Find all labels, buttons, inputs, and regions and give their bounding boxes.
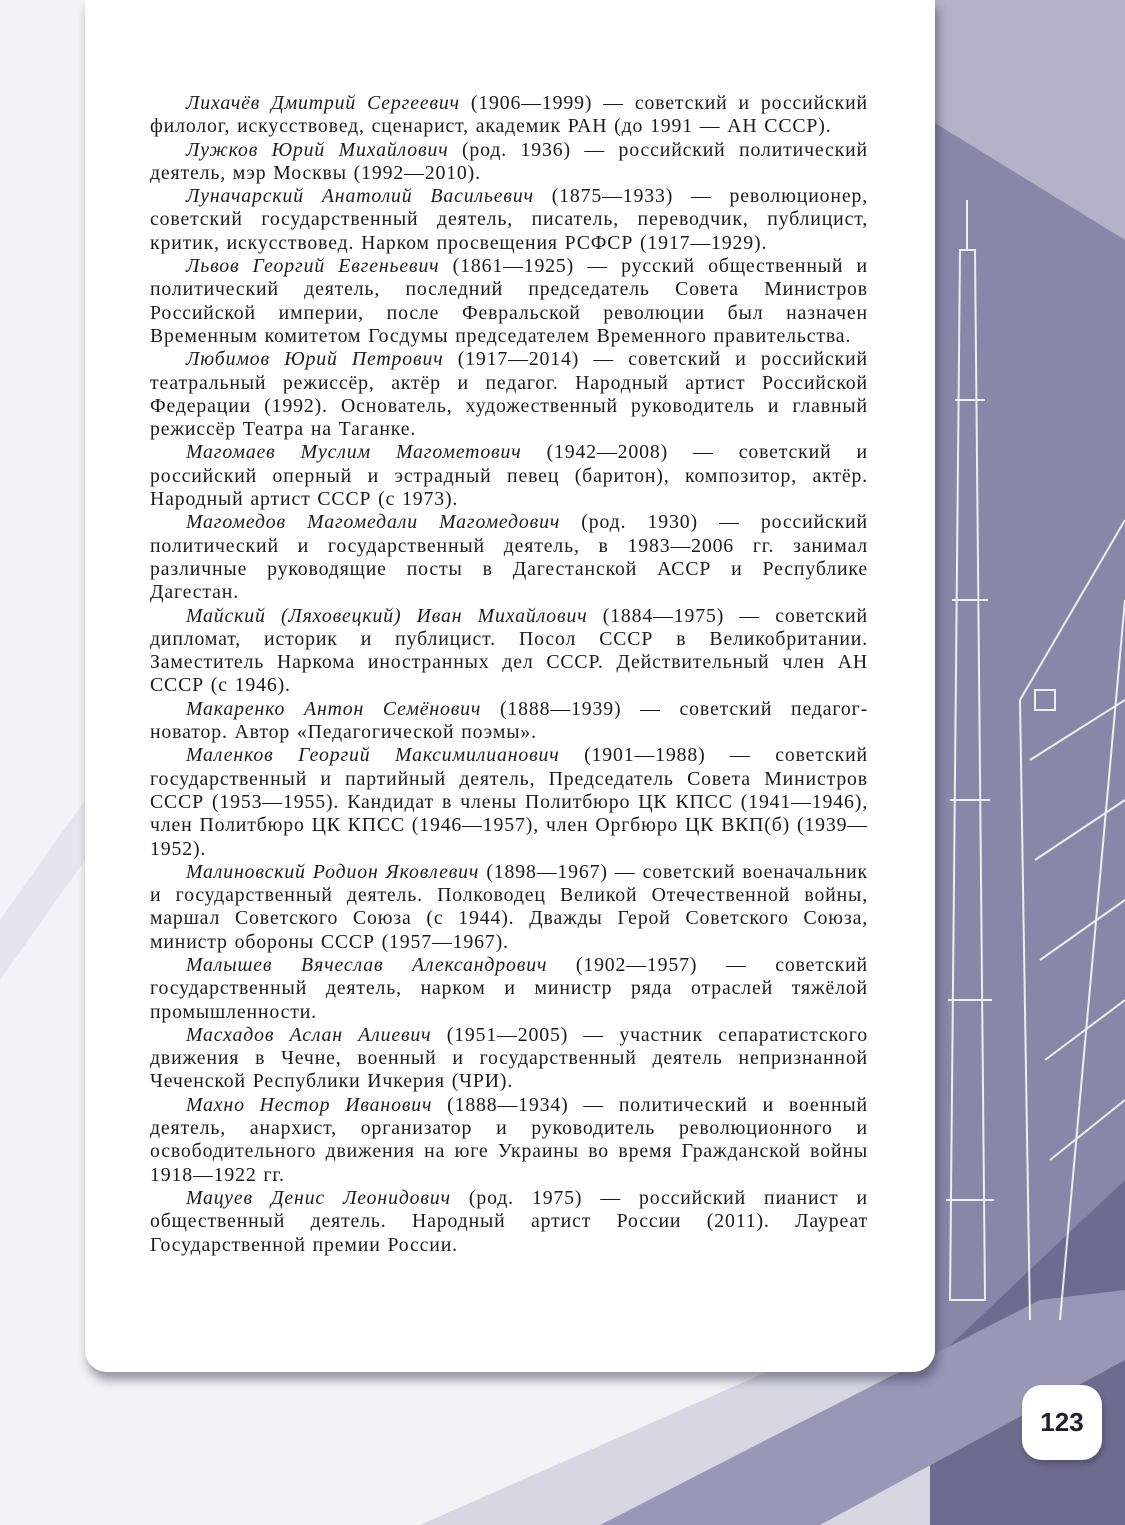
- entry-text: (1898—1967) — советский военачальник и государственный деятель. Полководец Великой Отечественной войны, маршал Советского Союза (с 1944). Дважды Герой Советского Союза, министр обороны СССР (1957—1967).: [150, 860, 869, 953]
- glossary-entry: [150, 511, 868, 604]
- entry-name: Магомедов Магомедали Магомедович: [186, 511, 561, 534]
- entry-name: Магомаев Муслим Магометович: [186, 441, 522, 464]
- glossary-entry: [150, 861, 868, 954]
- glossary-entry: [150, 139, 868, 186]
- entry-text: (1884—1975) — советский дипломат, историк и публицист. Посол СССР в Великобритании. Заместитель Наркома иностранных дел СССР. Действительный член АН СССР (с 1946).: [150, 604, 868, 697]
- glossary-entry: [150, 1187, 868, 1257]
- entry-name: Маленков Георгий Максимилианович: [186, 744, 560, 767]
- entry-text: (1861—1925) — русский общественный и политический деятель, последний председатель Совета Министров Российской империи, после Февральской революции был назначен Временным комитетом Госдумы председателем Временного правительства.: [150, 255, 868, 347]
- glossary-entry: [150, 185, 868, 255]
- glossary-entry: [150, 605, 868, 698]
- entry-text: (1902—1957) — советский государственный деятель, нарком и министр ряда отраслей тяжёлой промышленности.: [150, 953, 868, 1023]
- entry-text: (род. 1930) — российский политический и государственный деятель, в 1983—2006 гг. занимал различные руководящие посты в Дагестанской АССР и Республике Дагестан.: [150, 511, 868, 604]
- entry-name: Макаренко Антон Семёнович: [186, 697, 482, 720]
- entry-name: Любимов Юрий Петрович: [186, 348, 444, 371]
- entry-text: (1942—2008) — советский и российский оперный и эстрадный певец (баритон), композитор, актёр. Народный артист СССР (с 1973).: [150, 441, 868, 511]
- glossary-entry: [150, 1024, 868, 1094]
- glossary-entry: [150, 92, 868, 139]
- entry-text: (1951—2005) — участник сепаратистского движения в Чечне, военный и государственный деятель непризнанной Чеченской Республики Ичкерия (ЧРИ).: [150, 1023, 868, 1093]
- entry-name: Махно Нестор Иванович: [186, 1093, 433, 1116]
- glossary-entry: [150, 954, 868, 1024]
- entry-text: (1888—1934) — политический и военный деятель, анархист, организатор и руководитель революционного и освободительного движения на юге Украины во время Гражданской войны 1918—1922 гг.: [150, 1093, 868, 1186]
- entry-text: (1917—2014) — советский и российский театральный режиссёр, актёр и педагог. Народный артист Российской Федерации (1992). Основатель, художественный руководитель и главный режиссёр Театра на Таганке.: [150, 348, 868, 441]
- page-number-badge: [1022, 1385, 1102, 1460]
- entry-name: Масхадов Аслан Алиевич: [186, 1023, 432, 1046]
- entry-name: Мацуев Денис Леонидович: [186, 1186, 451, 1209]
- glossary-entry: [150, 744, 868, 860]
- entry-text: (род. 1975) — российский пианист и общественный деятель. Народный артист России (2011). Лауреат Государственной премии России.: [150, 1186, 868, 1256]
- entry-name: Луначарский Анатолий Васильевич: [186, 185, 534, 208]
- glossary-entry: [150, 255, 868, 348]
- glossary-entry: [150, 441, 868, 511]
- entry-name: Лужков Юрий Михайлович: [186, 138, 449, 161]
- entry-text: (род. 1936) — российский политический деятель, мэр Москвы (1992—2010).: [150, 138, 868, 184]
- entry-name: Малиновский Родион Яковлевич: [186, 860, 480, 883]
- entry-name: Лихачёв Дмитрий Сергеевич: [186, 92, 460, 114]
- glossary-entry: [150, 698, 868, 745]
- entry-text: (1888—1939) — советский педагог-новатор. Автор «Педагогической поэмы».: [150, 697, 869, 744]
- glossary-text-block: [150, 92, 868, 1257]
- entry-text: (1901—1988) — советский государственный и партийный деятель, Председатель Совета Министров СССР (1953—1955). Кандидат в члены Политбюро ЦК КПСС (1941—1946), член Политбюро ЦК КПСС (1946—1957), член Оргбюро ЦК ВКП(б) (1939—1952).: [150, 744, 868, 860]
- entry-name: Львов Георгий Евгеньевич: [186, 255, 440, 278]
- glossary-entry: [150, 1094, 868, 1187]
- entry-text: (1875—1933) — революционер, советский государственный деятель, писатель, переводчик, публицист, критик, искусствовед. Нарком просвещения РСФСР (1917—1929).: [150, 185, 868, 254]
- page-number: 123: [1040, 1407, 1084, 1437]
- glossary-entry: [150, 348, 868, 441]
- entry-name: Малышев Вячеслав Александрович: [186, 953, 548, 976]
- entry-name: Майский (Ляховецкий) Иван Михайлович: [186, 604, 588, 627]
- entry-text: (1906—1999) — советский и российский филолог, искусствовед, сценарист, академик РАН (до 1991 — АН СССР).: [150, 92, 868, 138]
